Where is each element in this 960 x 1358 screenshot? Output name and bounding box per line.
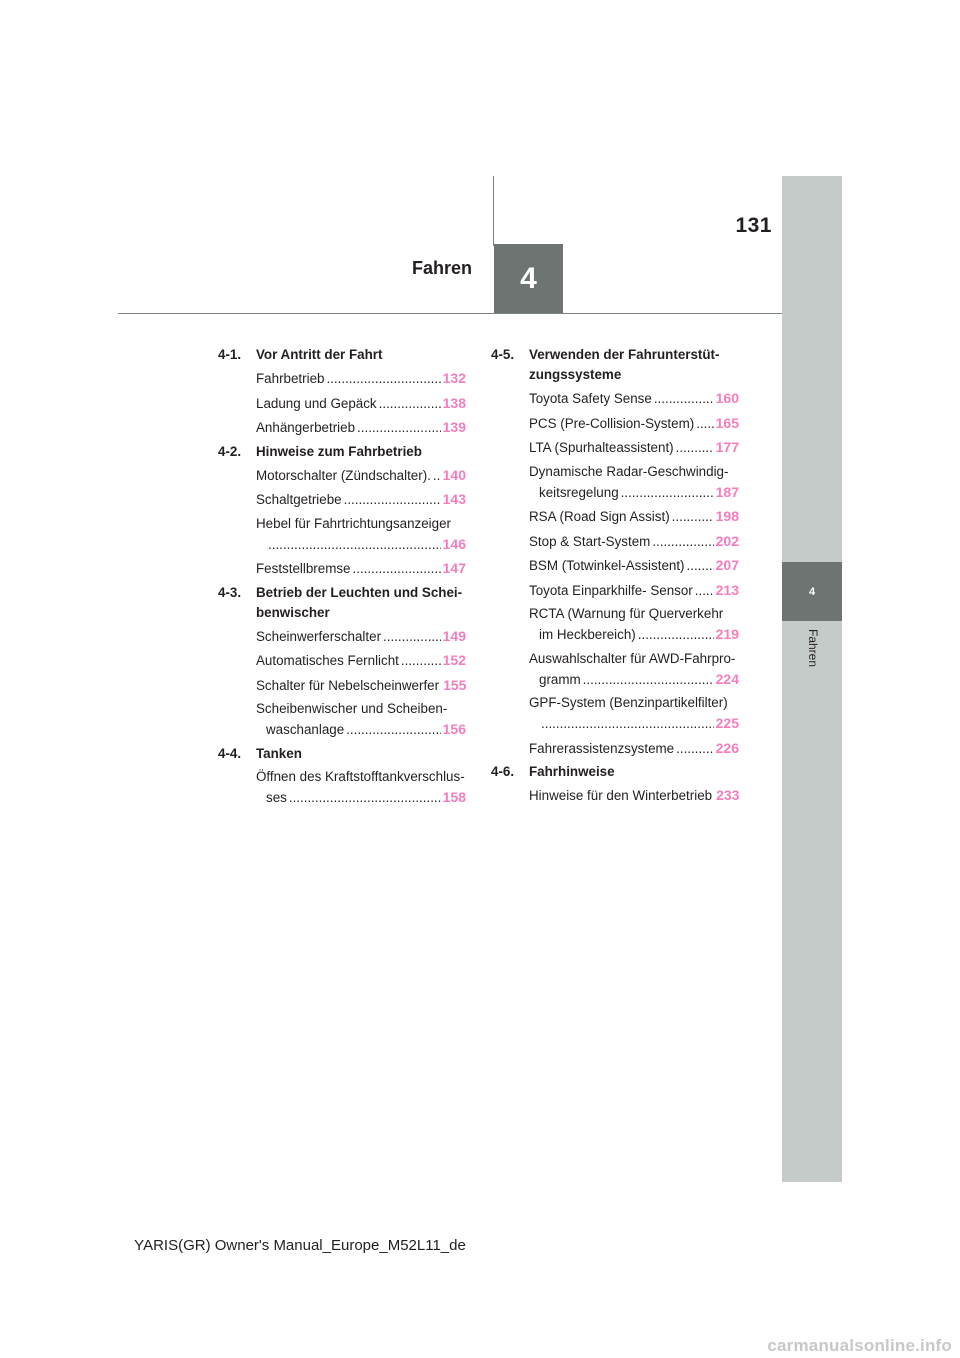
toc-entry[interactable] (218, 626, 466, 647)
toc-leader-dots (654, 389, 714, 409)
watermark: carmanualsonline.info (767, 1336, 952, 1355)
toc-entry-title: GPF-System (Benzinpartikelfilter) (529, 695, 728, 710)
toc-section-title: Fahrhinweise (529, 764, 615, 779)
toc-section-heading (218, 345, 466, 365)
toc-entry[interactable] (218, 368, 466, 389)
toc-entry-title: im Heckbereich) (539, 627, 636, 642)
toc-section-title: Verwenden der Fahrunterstüt-zungssysteme (529, 347, 720, 382)
toc-entry[interactable] (218, 393, 466, 414)
toc-entry[interactable] (491, 738, 739, 759)
page-number: 131 (735, 214, 772, 237)
toc-section-heading (491, 762, 739, 782)
toc-entry-page-link[interactable]: 225 (715, 715, 739, 731)
toc-leader-dots (695, 581, 714, 601)
toc-entry-page-link[interactable]: 140 (442, 466, 466, 483)
toc-leader-dots (346, 720, 440, 740)
toc-entry-title: Toyota Safety Sense (529, 391, 652, 406)
toc-entry-page-link[interactable]: 187 (715, 483, 739, 500)
toc-entry[interactable] (491, 388, 739, 409)
toc-section-number: 4-6. (491, 764, 515, 779)
toc-section-number: 4-1. (218, 347, 242, 362)
toc-entry-title: Fahrerassistenzsysteme (529, 740, 675, 756)
toc-entry-title: RCTA (Warnung für Querverkehr (529, 606, 724, 621)
toc-section (218, 345, 466, 438)
toc-entry[interactable] (491, 693, 739, 734)
toc-entry-title: Dynamische Radar-Geschwindig- (529, 463, 729, 479)
header-divider-horizontal (118, 313, 782, 314)
toc-entry[interactable] (218, 558, 466, 579)
toc-entry-title: Motorschalter (Zündschalter). (256, 467, 431, 483)
toc-section-title: Vor Antritt der Fahrt (256, 347, 383, 362)
toc-leader-dots (357, 418, 441, 438)
toc-entry-title: Toyota Einparkhilfe- Sensor (529, 582, 693, 598)
toc-leader-dots (687, 556, 714, 576)
toc-section (491, 762, 739, 806)
toc-entry[interactable] (218, 465, 466, 486)
chapter-number-box (494, 244, 563, 314)
toc-section (218, 442, 466, 580)
toc-entry-page-link[interactable]: 202 (715, 532, 739, 549)
toc-section-heading (218, 442, 466, 462)
toc-section-heading (491, 345, 739, 385)
toc-entry-page-link[interactable]: 152 (442, 652, 466, 668)
toc-leader-dots (583, 670, 714, 690)
toc-entry-page-link[interactable]: 160 (715, 390, 739, 406)
toc-entry-page-link[interactable]: 143 (442, 491, 466, 507)
footer-manual-id: YARIS(GR) Owner's Manual_Europe_M52L11_de (134, 1237, 466, 1254)
toc-leader-dots (621, 483, 714, 503)
toc-entry[interactable] (491, 437, 739, 458)
toc-entry-title: Öffnen des Kraftstofftankverschlus- (256, 768, 465, 784)
toc-section (218, 744, 466, 808)
toc-section-title: Hinweise zum Fahrbetrieb (256, 443, 422, 459)
toc-entry[interactable] (218, 650, 466, 671)
toc-section-number: 4-4. (218, 745, 242, 761)
toc-entry-title: Automatisches Fernlicht (256, 653, 399, 668)
toc-entry-page-link[interactable]: 146 (442, 535, 466, 552)
toc-entry-page-link[interactable]: 132 (442, 370, 466, 386)
toc-entry[interactable] (491, 785, 739, 806)
toc-leader-dots (383, 627, 441, 647)
toc-entry-title: Stop & Start-System (529, 533, 651, 549)
toc-entry-page-link[interactable]: 219 (715, 626, 739, 642)
sidebar-tab-number: 4 (808, 585, 816, 598)
toc-entry-page-link[interactable]: 147 (442, 560, 466, 576)
sidebar-chapter-label: Fahren (806, 628, 820, 668)
toc-leader-dots (401, 651, 441, 671)
toc-entry-page-link[interactable]: 156 (442, 721, 466, 737)
header-divider-vertical (493, 176, 494, 246)
toc-entry-page-link[interactable]: 158 (442, 788, 466, 805)
chapter-number: 4 (520, 262, 537, 295)
toc-section-number: 4-2. (218, 443, 242, 459)
toc-leader-dots (433, 466, 441, 486)
toc-entry[interactable] (218, 514, 466, 555)
toc-section (491, 345, 739, 759)
toc-entry-title: BSM (Totwinkel-Assistent) (529, 558, 685, 573)
toc-leader-dots (379, 394, 441, 414)
toc-entry[interactable] (218, 767, 466, 808)
toc-entry[interactable] (491, 555, 739, 576)
toc-entry-page-link[interactable]: 224 (715, 670, 739, 687)
toc-leader-dots (353, 559, 441, 579)
toc-entry-title: PCS (Pre-Collision-System) (529, 415, 695, 431)
toc-entry-title: Ladung und Gepäck (256, 395, 377, 411)
toc-section-title: Tanken (256, 745, 302, 761)
toc-entry-title: RSA (Road Sign Assist) (529, 509, 670, 524)
toc-entry-title: Scheinwerferschalter (256, 628, 382, 644)
toc-section-number: 4-5. (491, 347, 515, 362)
toc-leader-dots (676, 438, 714, 458)
toc-leader-dots (672, 507, 714, 527)
toc-section-heading (218, 583, 466, 623)
toc-entry-page-link[interactable]: 213 (715, 581, 739, 598)
toc-entry[interactable] (491, 531, 739, 552)
toc-entry[interactable] (218, 699, 466, 740)
toc-entry-title: keitsregelung (539, 484, 619, 500)
toc-entry-title: Scheibenwischer und Scheiben- (256, 701, 448, 716)
toc-entry-title: Schalter für Nebelscheinwerfer (256, 677, 440, 693)
toc-section (218, 583, 466, 741)
toc-leader-dots (326, 369, 440, 389)
toc-entry[interactable] (218, 489, 466, 510)
toc-column-left (218, 345, 466, 811)
chapter-title: Fahren (411, 258, 472, 278)
toc-entry-page-link[interactable]: 233 (716, 787, 740, 803)
toc-column-right (491, 345, 739, 810)
toc-entry-title: ses (266, 789, 287, 805)
toc-entry-title: Fahrbetrieb (256, 371, 325, 386)
toc-entry-title: Anhängerbetrieb (256, 420, 356, 435)
toc-entry[interactable] (491, 413, 739, 434)
toc-entry-page-link[interactable]: 139 (442, 419, 466, 435)
toc-leader-dots (268, 535, 441, 555)
toc-leader-dots (638, 625, 714, 645)
toc-leader-dots (344, 490, 441, 510)
toc-entry-page-link[interactable]: 177 (715, 439, 739, 455)
toc-entry-page-link[interactable]: 198 (715, 508, 739, 524)
toc-entry-page-link[interactable]: 149 (442, 627, 466, 644)
toc-entry-title: Feststellbremse (256, 561, 351, 576)
toc-section-number: 4-3. (218, 584, 242, 600)
toc-entry[interactable] (491, 649, 739, 690)
toc-entry[interactable] (491, 604, 739, 645)
toc-leader-dots (652, 532, 713, 552)
toc-entry[interactable] (218, 417, 466, 438)
toc-entry-page-link[interactable]: 165 (715, 414, 739, 431)
toc-entry[interactable] (218, 675, 466, 696)
toc-entry[interactable] (491, 462, 739, 503)
toc-entry-title: Hinweise für den Winterbetrieb (529, 788, 713, 803)
toc-entry-title: Hebel für Fahrtrichtungsanzeiger (256, 515, 452, 531)
toc-entry-title: Schaltgetriebe (256, 492, 342, 507)
toc-entry-page-link[interactable]: 138 (442, 394, 466, 411)
toc-entry[interactable] (491, 580, 739, 601)
toc-entry-title: gramm (539, 671, 581, 687)
toc-entry-title: waschanlage (266, 722, 345, 737)
toc-entry-page-link[interactable]: 207 (715, 557, 739, 573)
toc-entry[interactable] (491, 506, 739, 527)
toc-leader-dots (289, 788, 441, 808)
toc-entry-title: LTA (Spurhalteassistent) (529, 440, 674, 455)
toc-leader-dots (541, 714, 714, 734)
toc-entry-page-link[interactable]: 155 (443, 676, 467, 693)
toc-entry-title: Auswahlschalter für AWD-Fahrpro- (529, 650, 736, 666)
toc-leader-dots (676, 739, 714, 759)
toc-leader-dots (696, 414, 713, 434)
toc-section-heading (218, 744, 466, 764)
toc-section-title: Betrieb der Leuchten und Schei-benwischer (256, 584, 463, 620)
toc-entry-page-link[interactable]: 226 (715, 739, 739, 756)
